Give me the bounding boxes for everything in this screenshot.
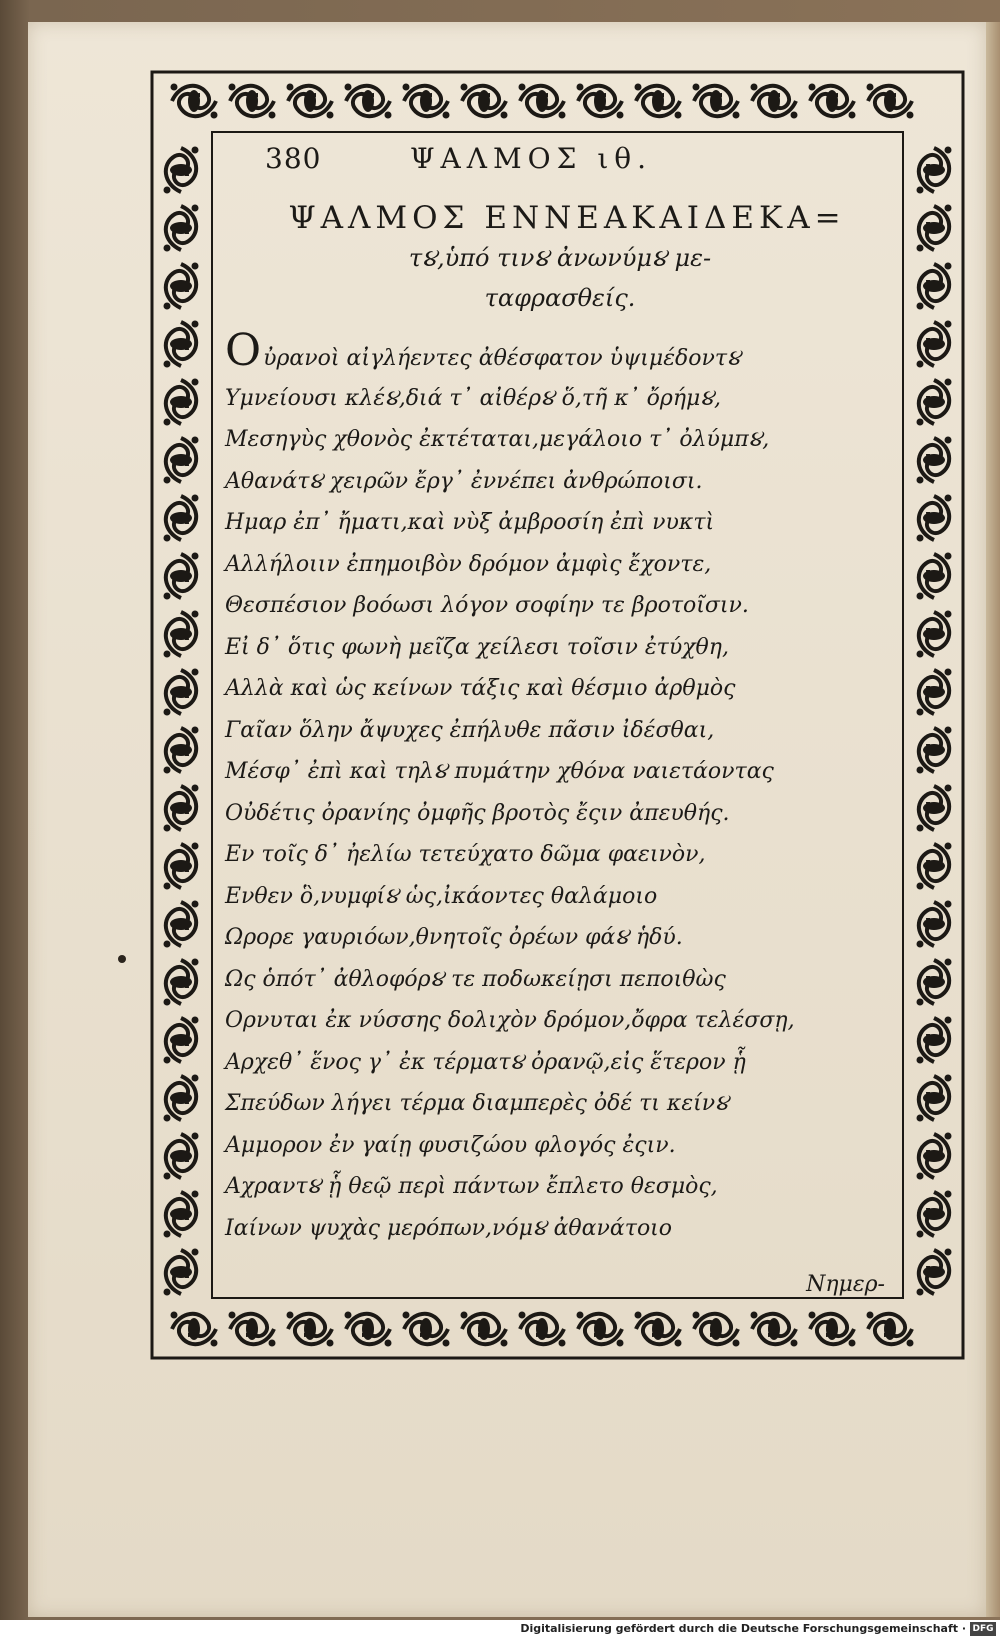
verse-line [225, 1208, 895, 1250]
verse-line [225, 917, 895, 959]
verse-text: Υμνείουσι κλέ૪,διά τ᾽ αἰθέρ૪ ὅ,τῆ κ᾽ ὄρήμ૪, [225, 385, 721, 411]
verse-text: Ημαρ ἐπ᾽ ἤματι,καὶ νὺξ ἀμβροσίη ἐπὶ νυκτὶ [225, 510, 715, 535]
verse-text: Αλλὰ καὶ ὡς κείνων τάξις καὶ θέσμιο ἀρθμὸς [225, 676, 736, 701]
verse-line [225, 710, 895, 752]
dfg-logo: DFG [970, 1622, 996, 1636]
verse-text: Αχραντ૪ ᾗ θεῷ περὶ πάντων ἔπλετο θεσμὸς, [225, 1174, 718, 1199]
verse-text: Ωρορε γαυριόων,θνητοῖς ὀρέων φά૪ ἡδύ. [225, 925, 683, 950]
verse-line [225, 751, 895, 793]
verse-text: Αθανάτ૪ χειρῶν ἔργ᾽ ἐννέπει ἀνθρώποισι. [225, 468, 703, 494]
verse-line [225, 668, 895, 710]
text-block [225, 140, 895, 1297]
ink-spot [118, 955, 126, 963]
verse-line [225, 959, 895, 1001]
verse-text: Εν τοῖς δ᾽ ἠελίω τετεύχατο δῶμα φαεινὸν, [225, 842, 706, 867]
verse-text: Μεσηγὺς χθονὸς ἐκτέταται,μεγάλοιο τ᾽ ὀλύμπ૪, [225, 427, 770, 452]
footer-credit: Digitalisierung gefördert durch die Deutsche Forschungsgemeinschaft · [520, 1622, 966, 1635]
verse-list [225, 325, 895, 1249]
verse-text: ὐρανοὶ αἰγλήεντες ἀθέσφατον ὑψιμέδοντ૪ [263, 346, 741, 371]
verse-line [225, 1083, 895, 1125]
heading-line-3: ταφρασθείς. [484, 284, 636, 312]
verse-text: Αμμορον ἐν γαίῃ φυσιζώου φλογός ἐςιν. [225, 1132, 676, 1158]
verse-line [225, 419, 895, 461]
verse-text: Οὐδέτις ὀρανίης ὀμφῆς βροτὸς ἔςιν ἀπευθής. [225, 800, 730, 826]
verse-text: Γαῖαν ὅλην ἄψυχες ἐπήλυθε πᾶσιν ἰδέσθαι, [225, 717, 715, 743]
verse-line [225, 1042, 895, 1084]
verse-text: Ορνυται ἐκ νύσσης δολιχὸν δρόμον,ὄφρα τελέσσῃ, [225, 1008, 795, 1033]
page-edge [986, 22, 1000, 1617]
verse-line [225, 378, 895, 420]
verse-text: Ιαίνων ψυχὰς μερόπων,νόμ૪ ἀθανάτοιο [225, 1215, 673, 1241]
verse-line [225, 1125, 895, 1167]
verse-line [225, 544, 895, 586]
heading-line-2: τ૪,ὑπό τιν૪ ἀνωνύμ૪ με- [408, 244, 712, 272]
verse-text: Θεσπέσιον βοόωσι λόγον σοφίην τε βροτοῖσιν. [225, 593, 749, 618]
digitization-footer [0, 1620, 1000, 1639]
verse-line [225, 325, 895, 378]
heading-line-1: ΨΑΛΜΟΣ ΕΝΝΕΑΚΑΙΔΕΚΑ= [288, 200, 846, 236]
drop-cap: Ο [225, 325, 262, 376]
running-title: ΨΑΛΜΟΣ ιθ. [410, 142, 653, 175]
verse-line [225, 502, 895, 544]
verse-text: Εἰ δ᾽ ὅτις φωνὴ μεῖζα χείλεσι τοῖσιν ἐτύχθη, [225, 634, 729, 660]
verse-line [225, 585, 895, 627]
verse-line [225, 876, 895, 918]
running-head [265, 140, 865, 180]
verse-line [225, 1000, 895, 1042]
verse-line [225, 627, 895, 669]
page-number: 380 [265, 142, 322, 175]
catchword: Νημερ- [806, 1272, 885, 1297]
verse-line [225, 834, 895, 876]
verse-line [225, 1166, 895, 1208]
verse-text: Ενθεν ὃ,νυμφί૪ ὡς,ἰκάοντες θαλάμοιο [225, 883, 658, 909]
psalm-heading [225, 198, 895, 318]
verse-text: Ως ὁπότ᾽ ἀθλοφόρ૪ τε ποδωκείῃσι πεποιθὼς [225, 966, 726, 992]
verse-line [225, 793, 895, 835]
verse-text: Αρχεθ᾽ ἕνος γ᾽ ἐκ τέρματ૪ ὀρανῷ,εἰς ἕτερον ᾗ [225, 1049, 746, 1075]
verse-text: Μέσφ᾽ ἐπὶ καὶ τηλ૪ πυμάτην χθόνα ναιετάοντας [225, 759, 774, 784]
verse-line [225, 461, 895, 503]
verse-text: Αλλήλοιιν ἐπημοιβὸν δρόμον ἀμφὶς ἔχοντε, [225, 551, 712, 577]
verse-text: Σπεύδων λήγει τέρμα διαμπερὲς ὀδέ τι κείν૪ [225, 1091, 729, 1116]
